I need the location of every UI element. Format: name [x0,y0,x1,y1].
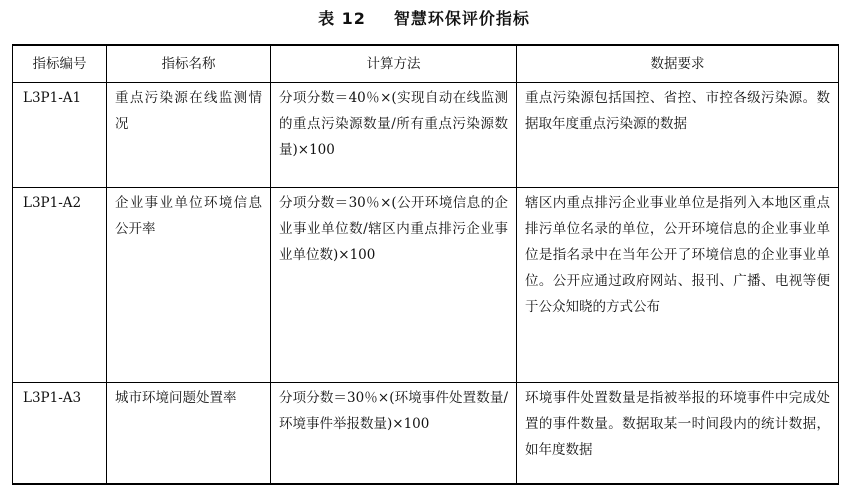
table-title [0,6,848,29]
header-row [13,45,839,83]
calculation-method: 分项分数＝30％×(环境事件处置数量/环境事件举报数量)×100 [271,383,517,485]
header-method: 计算方法 [271,45,517,83]
table-caption: 智慧环保评价指标 [393,9,530,28]
indicator-code: L3P1-A3 [13,383,107,485]
calculation-method: 分项分数＝40％×(实现自动在线监测的重点污染源数量/所有重点污染源数量)×100 [271,83,517,188]
header-code: 指标编号 [13,45,107,83]
indicator-code: L3P1-A1 [13,83,107,188]
data-requirement: 重点污染源包括国控、省控、市控各级污染源。数据取年度重点污染源的数据 [517,83,839,188]
table-number: 表 12 [318,9,366,28]
table-row [13,188,839,383]
table-row [13,83,839,188]
calculation-method: 分项分数＝30％×(公开环境信息的企业事业单位数/辖区内重点排污企业事业单位数)×100 [271,188,517,383]
indicator-table [12,44,839,485]
indicator-name: 重点污染源在线监测情况 [107,83,271,188]
data-requirement: 辖区内重点排污企业事业单位是指列入本地区重点排污单位名录的单位，公开环境信息的企业事业单位是指名录中在当年公开了环境信息的企业事业单位。公开应通过政府网站、报刊、广播、电视等便于公众知晓的方式公布 [517,188,839,383]
data-requirement: 环境事件处置数量是指被举报的环境事件中完成处置的事件数量。数据取某一时间段内的统计数据，如年度数据 [517,383,839,485]
indicator-name: 城市环境问题处置率 [107,383,271,485]
header-name: 指标名称 [107,45,271,83]
indicator-name: 企业事业单位环境信息公开率 [107,188,271,383]
table-row [13,383,839,485]
indicator-code: L3P1-A2 [13,188,107,383]
header-requirement: 数据要求 [517,45,839,83]
